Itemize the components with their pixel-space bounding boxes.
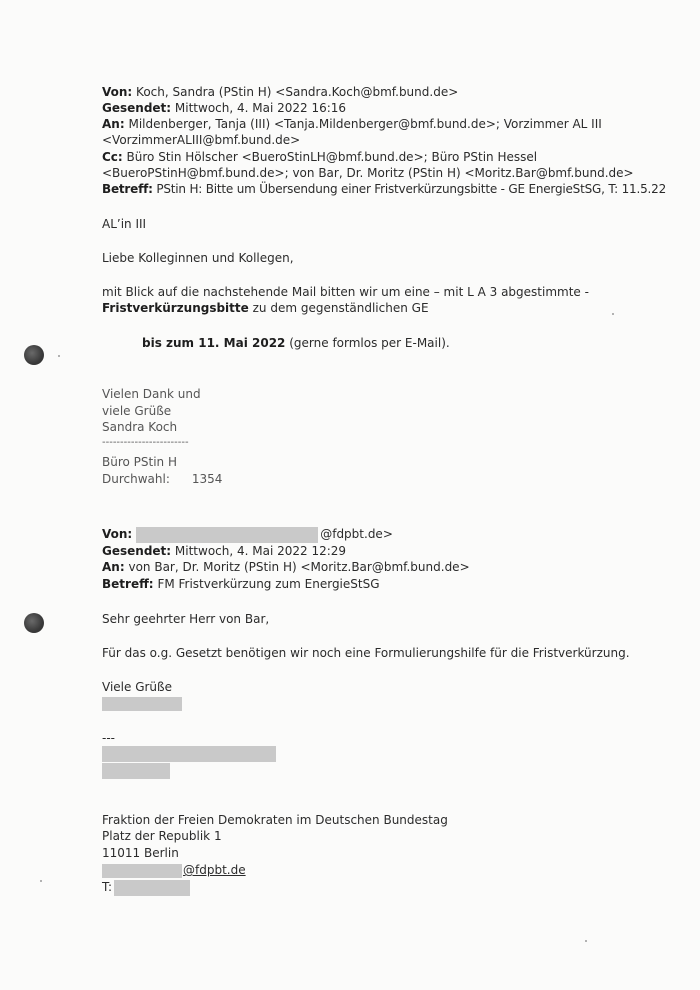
email1-greeting: Liebe Kolleginnen und Kollegen, (102, 251, 294, 265)
email2-street: Platz der Republik 1 (102, 829, 222, 843)
email2-body: Für das o.g. Gesetzt benötigen wir noch eine Formulierungshilfe für die Fristverkürzung. (102, 646, 630, 660)
redaction-sender-name (136, 527, 318, 543)
email1-closing-1: Vielen Dank und (102, 387, 201, 401)
email1-deadline: bis zum 11. Mai 2022 (gerne formlos per E-Mail). (142, 336, 450, 350)
redaction-sig-title (102, 763, 170, 779)
email2-city: 11011 Berlin (102, 846, 179, 860)
email2-greeting: Sehr geehrter Herr von Bar, (102, 612, 270, 626)
redaction-closing-name (102, 697, 182, 711)
email1-cc: Cc: Büro Stin Hölscher <BueroStinLH@bmf.bund.de>; Büro PStin Hessel (102, 150, 538, 164)
email2-org: Fraktion der Freien Demokraten im Deutschen Bundestag (102, 813, 448, 827)
email1-addressee: AL’in III (102, 217, 147, 231)
punch-hole-top (24, 345, 44, 365)
redaction-sig-name (102, 746, 276, 762)
email2-to: An: von Bar, Dr. Moritz (PStin H) <Moritz.Bar@bmf.bund.de> (102, 560, 470, 574)
email1-closing-name: Sandra Koch (102, 420, 178, 434)
email1-separator: ------------------------ (102, 437, 189, 448)
email2-sig-separator: --- (102, 731, 115, 745)
email-link[interactable]: @fdpbt.de (183, 863, 246, 877)
email2-subject: Betreff: FM Fristverkürzung zum EnergieStSG (102, 577, 380, 591)
email2-from: Von: @fdpbt.de> (102, 527, 393, 541)
scan-speck (585, 940, 587, 942)
email1-sent: Gesendet: Mittwoch, 4. Mai 2022 16:16 (102, 101, 347, 115)
email1-closing-2: viele Grüße (102, 404, 172, 418)
scan-speck (58, 355, 60, 357)
scan-speck (40, 880, 42, 882)
email1-from: Von: Koch, Sandra (PStin H) <Sandra.Koch@bmf.bund.de> (102, 85, 459, 99)
email1-office: Büro PStin H (102, 455, 177, 469)
punch-hole-bottom (24, 613, 44, 633)
email1-cc-cont: <BueroPStinH@bmf.bund.de>; von Bar, Dr. Moritz (PStin H) <Moritz.Bar@bmf.bund.de> (102, 166, 634, 180)
email1-to: An: Mildenberger, Tanja (III) <Tanja.Mildenberger@bmf.bund.de>; Vorzimmer AL III (102, 117, 602, 131)
email1-body-line2: Fristverkürzungsbitte zu dem gegenständlichen GE (102, 301, 429, 315)
email2-email (102, 862, 246, 878)
email2-phone: T: (102, 879, 190, 896)
email1-subject: Betreff: PStin H: Bitte um Übersendung einer Fristverkürzungsbitte - GE EnergieStSG, T: 11.5.22 (102, 182, 667, 196)
email1-to-cont: <VorzimmerALIII@bmf.bund.de> (102, 133, 301, 147)
redaction-email-user (102, 864, 182, 878)
email2-sent: Gesendet: Mittwoch, 4. Mai 2022 12:29 (102, 544, 347, 558)
scan-speck (612, 313, 614, 315)
email1-extension: Durchwahl: 1354 (102, 472, 223, 486)
email2-closing: Viele Grüße (102, 680, 172, 694)
email1-body-line1: mit Blick auf die nachstehende Mail bitten wir um eine – mit L A 3 abgestimmte - (102, 285, 589, 299)
redaction-phone (114, 880, 190, 896)
